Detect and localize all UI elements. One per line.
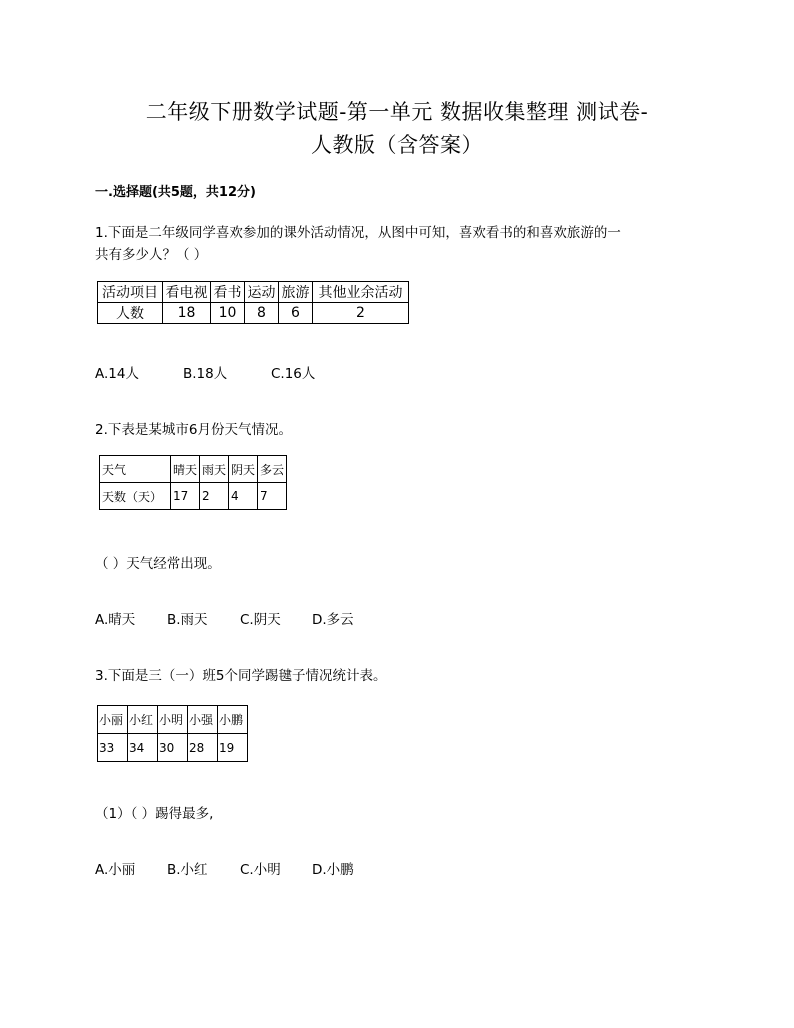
table-cell: 看书 [211, 282, 245, 303]
q2-stem: 2.下表是某城市6月份天气情况。 [95, 422, 292, 438]
table-cell: 28 [188, 734, 218, 762]
q1-option-a[interactable]: A.14人 [95, 366, 139, 382]
q3-shuttlecock-table [97, 705, 248, 762]
section-heading: 一.选择题(共5题，共12分) [95, 185, 256, 200]
q2-option-d[interactable]: D.多云 [312, 612, 354, 628]
table-row [100, 483, 287, 510]
document-title-line-1: 二年级下册数学试题-第一单元 数据收集整理 测试卷- [145, 100, 649, 124]
table-cell: 18 [163, 303, 211, 324]
table-cell: 小鹏 [218, 706, 248, 734]
table-cell: 阴天 [229, 456, 258, 483]
table-cell: 运动 [245, 282, 279, 303]
q1-stem-line-2: 共有多少人？（ ） [95, 247, 208, 263]
table-cell: 晴天 [171, 456, 200, 483]
table-cell: 活动项目 [98, 282, 163, 303]
table-header-row [98, 282, 409, 303]
q1-activity-table [97, 281, 409, 324]
table-cell: 小明 [158, 706, 188, 734]
table-cell: 人数 [98, 303, 163, 324]
table-cell: 33 [98, 734, 128, 762]
table-cell: 17 [171, 483, 200, 510]
table-cell: 8 [245, 303, 279, 324]
q3-stem: 3.下面是三（一）班5个同学踢毽子情况统计表。 [95, 668, 387, 684]
table-cell: 4 [229, 483, 258, 510]
q3-option-c[interactable]: C.小明 [240, 862, 281, 878]
table-cell: 小红 [128, 706, 158, 734]
q3-sub-question: （1）（ ）踢得最多, [95, 806, 214, 822]
table-cell: 雨天 [200, 456, 229, 483]
q3-option-b[interactable]: B.小红 [167, 862, 208, 878]
q1-option-b[interactable]: B.18人 [183, 366, 228, 382]
table-cell: 小强 [188, 706, 218, 734]
q1-option-c[interactable]: C.16人 [271, 366, 316, 382]
q2-weather-table [99, 455, 287, 510]
table-cell: 旅游 [279, 282, 313, 303]
q1-stem-line-1: 1.下面是二年级同学喜欢参加的课外活动情况，从图中可知，喜欢看书的和喜欢旅游的一 [95, 225, 621, 241]
table-cell: 天气 [100, 456, 171, 483]
q2-option-b[interactable]: B.雨天 [167, 612, 208, 628]
table-cell: 2 [200, 483, 229, 510]
table-cell: 2 [313, 303, 409, 324]
table-cell: 6 [279, 303, 313, 324]
q3-option-a[interactable]: A.小丽 [95, 862, 136, 878]
q2-sub-question: （ ）天气经常出现。 [95, 556, 221, 572]
q2-option-a[interactable]: A.晴天 [95, 612, 136, 628]
q3-option-d[interactable]: D.小鹏 [312, 862, 354, 878]
table-cell: 多云 [258, 456, 287, 483]
q2-option-c[interactable]: C.阴天 [240, 612, 281, 628]
table-cell: 看电视 [163, 282, 211, 303]
table-cell: 19 [218, 734, 248, 762]
table-row [98, 303, 409, 324]
table-cell: 其他业余活动 [313, 282, 409, 303]
table-cell: 30 [158, 734, 188, 762]
table-header-row [100, 456, 287, 483]
table-cell: 34 [128, 734, 158, 762]
table-cell: 天数（天） [100, 483, 171, 510]
document-title-line-2: 人教版（含答案） [311, 133, 483, 157]
table-cell: 小丽 [98, 706, 128, 734]
table-row [98, 734, 248, 762]
table-cell: 10 [211, 303, 245, 324]
table-cell: 7 [258, 483, 287, 510]
table-header-row [98, 706, 248, 734]
